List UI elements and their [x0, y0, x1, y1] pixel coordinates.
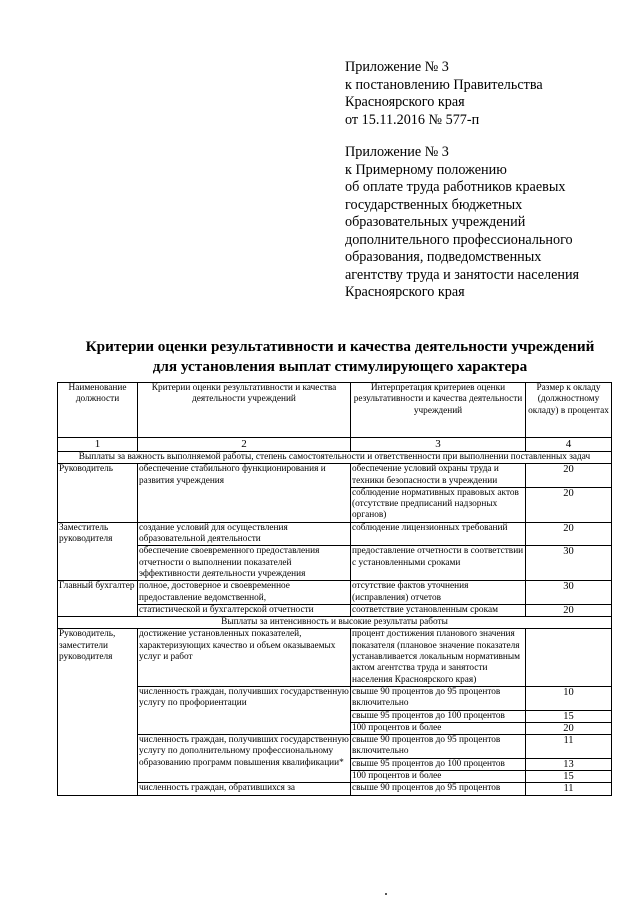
size-cell: 20: [526, 522, 612, 546]
criteria-cell: численность граждан, обратившихся за: [138, 783, 351, 795]
scan-artifact: [385, 893, 387, 895]
table-row: [58, 604, 612, 616]
column-number: 3: [351, 438, 526, 452]
criteria-cell: обеспечение стабильного функционирования и развития учреждения: [138, 464, 351, 522]
interpretation-cell: свыше 90 процентов до 95 процентов: [351, 783, 526, 795]
size-cell: 30: [526, 546, 612, 581]
title-line: Критерии оценки результативности и качества деятельности учреждений: [85, 338, 595, 355]
criteria-cell: численность граждан, получивших государственную услугу по профориентации: [138, 686, 351, 734]
section-title: Выплаты за интенсивность и высокие результаты работы: [58, 617, 612, 629]
column-number: 2: [138, 438, 351, 452]
size-cell: 20: [526, 604, 612, 616]
table-row: [58, 546, 612, 581]
size-cell: 20: [526, 464, 612, 488]
interpretation-cell: свыше 90 процентов до 95 процентов включительно: [351, 686, 526, 710]
size-cell: 30: [526, 581, 612, 605]
title-line: для установления выплат стимулирующего характера: [152, 358, 528, 375]
position-cell: Руководитель, заместители руководителя: [58, 629, 138, 795]
appendix-line: образования, подведомственных: [345, 249, 542, 265]
header-criteria: Критерии оценки результативности и качества деятельности учреждений: [138, 383, 351, 438]
appendix-line: Приложение № 3: [345, 59, 449, 75]
size-cell: 15: [526, 771, 612, 783]
size-cell: 11: [526, 783, 612, 795]
interpretation-cell: обеспечение условий охраны труда и техники безопасности в учреждении: [351, 464, 526, 488]
interpretation-cell: свыше 95 процентов до 100 процентов: [351, 710, 526, 722]
interpretation-cell: свыше 95 процентов до 100 процентов: [351, 758, 526, 770]
appendix-line: Приложение № 3: [345, 144, 449, 160]
size-cell: 13: [526, 758, 612, 770]
section-row: [58, 452, 612, 464]
interpretation-cell: соблюдение нормативных правовых актов (отсутствие предписаний надзорных органов): [351, 487, 526, 522]
criteria-cell: полное, достоверное и своевременное предоставление ведомственной,: [138, 581, 351, 605]
criteria-cell: статистической и бухгалтерской отчетности: [138, 604, 351, 616]
header-size: Размер к окладу (должностному окладу) в процентах: [526, 383, 612, 438]
size-cell: [526, 629, 612, 686]
criteria-cell: обеспечение своевременного предоставления отчетности о выполнении показателей эффективности деятельности учреждения: [138, 546, 351, 581]
position-cell: Главный бухгалтер: [58, 581, 138, 617]
column-number: 1: [58, 438, 138, 452]
appendix-line: образовательных учреждений: [345, 214, 526, 230]
interpretation-cell: отсутствие фактов уточнения (исправления) отчетов: [351, 581, 526, 605]
table-row: [58, 464, 612, 488]
appendix-line: Красноярского края: [345, 94, 465, 110]
header-position: Наименование должности: [58, 383, 138, 438]
table-number-row: [58, 438, 612, 452]
table-row: [58, 581, 612, 605]
size-cell: 20: [526, 722, 612, 734]
appendix-header-resolution: [345, 59, 635, 129]
table-row: [58, 686, 612, 710]
appendix-line: об оплате труда работников краевых: [345, 179, 566, 195]
appendix-header-regulation: [345, 144, 635, 302]
criteria-table: [57, 382, 612, 796]
section-title: Выплаты за важность выполняемой работы, степень самостоятельности и ответственности при выполнении поставленных задач: [58, 452, 612, 464]
appendix-line: государственных бюджетных: [345, 196, 523, 213]
criteria-cell: численность граждан, получивших государственную услугу по дополнительному профессиональному образованию программ повышения квалификации*: [138, 735, 351, 783]
criteria-cell: создание условий для осуществления образовательной деятельности: [138, 522, 351, 546]
table-row: [58, 522, 612, 546]
appendix-line: к постановлению Правительства: [345, 76, 543, 93]
position-cell: Руководитель: [58, 464, 138, 522]
document-title: [40, 337, 640, 377]
appendix-line: агентству труда и занятости населения: [345, 266, 580, 283]
size-cell: 20: [526, 487, 612, 522]
header-interpretation: Интерпретация критериев оценки результативности и качества деятельности учреждений: [351, 383, 526, 438]
criteria-cell: достижение установленных показателей, характеризующих качество и объем оказываемых услуг и работ: [138, 629, 351, 686]
interpretation-cell: соответствие установленным срокам: [351, 604, 526, 616]
appendix-line: Красноярского края: [345, 284, 465, 300]
interpretation-cell: свыше 90 процентов до 95 процентов включительно: [351, 735, 526, 759]
table-row: [58, 735, 612, 759]
table-row: [58, 629, 612, 686]
interpretation-cell: 100 процентов и более: [351, 771, 526, 783]
interpretation-cell: процент достижения планового значения показателя (плановое значение показателя устанавливается локальным нормативным актом агентства труда и занятости населения Красноярского края): [351, 629, 526, 686]
size-cell: 11: [526, 735, 612, 759]
appendix-line: дополнительного профессионального: [345, 231, 573, 248]
interpretation-cell: соблюдение лицензионных требований: [351, 522, 526, 546]
size-cell: 10: [526, 686, 612, 710]
interpretation-cell: предоставление отчетности в соответствии с установленными сроками: [351, 546, 526, 581]
size-cell: 15: [526, 710, 612, 722]
interpretation-cell: 100 процентов и более: [351, 722, 526, 734]
table-header-row: [58, 383, 612, 438]
column-number: 4: [526, 438, 612, 452]
table-row: [58, 783, 612, 795]
section-row: [58, 617, 612, 629]
appendix-line: от 15.11.2016 № 577-п: [345, 111, 480, 128]
position-cell: Заместитель руководителя: [58, 522, 138, 580]
appendix-line: к Примерному положению: [345, 161, 507, 178]
